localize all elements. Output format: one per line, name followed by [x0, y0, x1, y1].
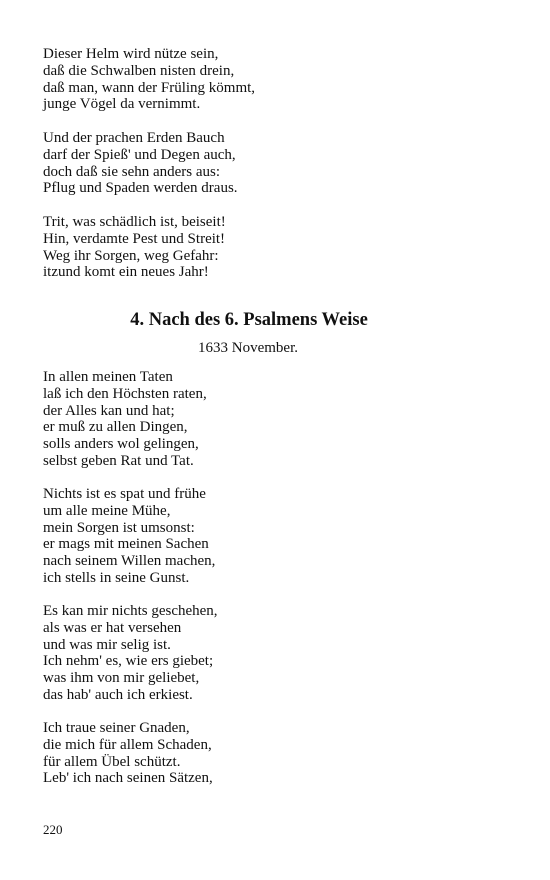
verse-line: itzund komt ein neues Jahr! — [43, 264, 209, 281]
verse-line: das hab' auch ich erkiest. — [43, 686, 193, 703]
verse-line: selbst geben Rat und Tat. — [43, 452, 194, 469]
verse-line: für allem Übel schützt. — [43, 753, 181, 770]
verse-line: der Alles kan und hat; — [43, 402, 175, 419]
verse-line: was ihm von mir geliebet, — [43, 670, 200, 687]
stanza-prev-1 — [43, 46, 503, 113]
poem-date: 1633 November. — [198, 340, 298, 356]
verse-line: als was er hat versehen — [43, 619, 182, 636]
verse-line: In allen meinen Taten — [43, 369, 173, 385]
verse-line: doch daß sie sehn anders aus: — [43, 163, 221, 180]
verse-line: Und der prachen Erden Bauch — [43, 130, 225, 146]
verse-line: Hin, verdamte Pest und Streit! — [43, 230, 226, 247]
stanza-prev-2 — [43, 130, 503, 197]
verse-line: daß die Schwalben nisten drein, — [43, 62, 235, 79]
verse-line: ich stells in seine Gunst. — [43, 569, 190, 586]
stanza-4 — [43, 720, 503, 787]
verse-line: Dieser Helm wird nütze sein, — [43, 46, 219, 62]
verse-line: und was mir selig ist. — [43, 636, 171, 653]
verse-line: junge Vögel da vernimmt. — [43, 96, 201, 113]
verse-line: Leb' ich nach seinen Sätzen, — [43, 770, 213, 787]
verse-line: Ich traue seiner Gnaden, — [43, 720, 190, 736]
verse-line: die mich für allem Schaden, — [43, 736, 212, 753]
verse-line: er mags mit meinen Sachen — [43, 536, 209, 553]
verse-line: Trit, was schädlich ist, beiseit! — [43, 214, 226, 230]
stanza-3 — [43, 603, 503, 704]
verse-line: darf der Spieß' und Degen auch, — [43, 146, 236, 163]
verse-line: um alle meine Mühe, — [43, 502, 171, 519]
verse-line: er muß zu allen Dingen, — [43, 419, 188, 436]
verse-line: Nichts ist es spat und frühe — [43, 486, 206, 502]
stanza-1 — [43, 369, 503, 470]
verse-line: Ich nehm' es, wie ers giebet; — [43, 653, 214, 670]
page-number: 220 — [43, 822, 63, 837]
verse-line: Weg ihr Sorgen, weg Gefahr: — [43, 247, 219, 264]
verse-line: laß ich den Höchsten raten, — [43, 385, 207, 402]
verse-line: solls anders wol gelingen, — [43, 436, 199, 453]
verse-line: Es kan mir nichts geschehen, — [43, 603, 218, 619]
poem-title: 4. Nach des 6. Psalmens Weise — [130, 310, 368, 330]
stanza-2 — [43, 486, 503, 587]
verse-line: daß man, wann der Früling kömmt, — [43, 79, 256, 96]
stanza-prev-3 — [43, 214, 503, 281]
verse-line: Pflug und Spaden werden draus. — [43, 180, 238, 197]
verse-line: nach seinem Willen machen, — [43, 553, 216, 570]
verse-line: mein Sorgen ist umsonst: — [43, 519, 195, 536]
